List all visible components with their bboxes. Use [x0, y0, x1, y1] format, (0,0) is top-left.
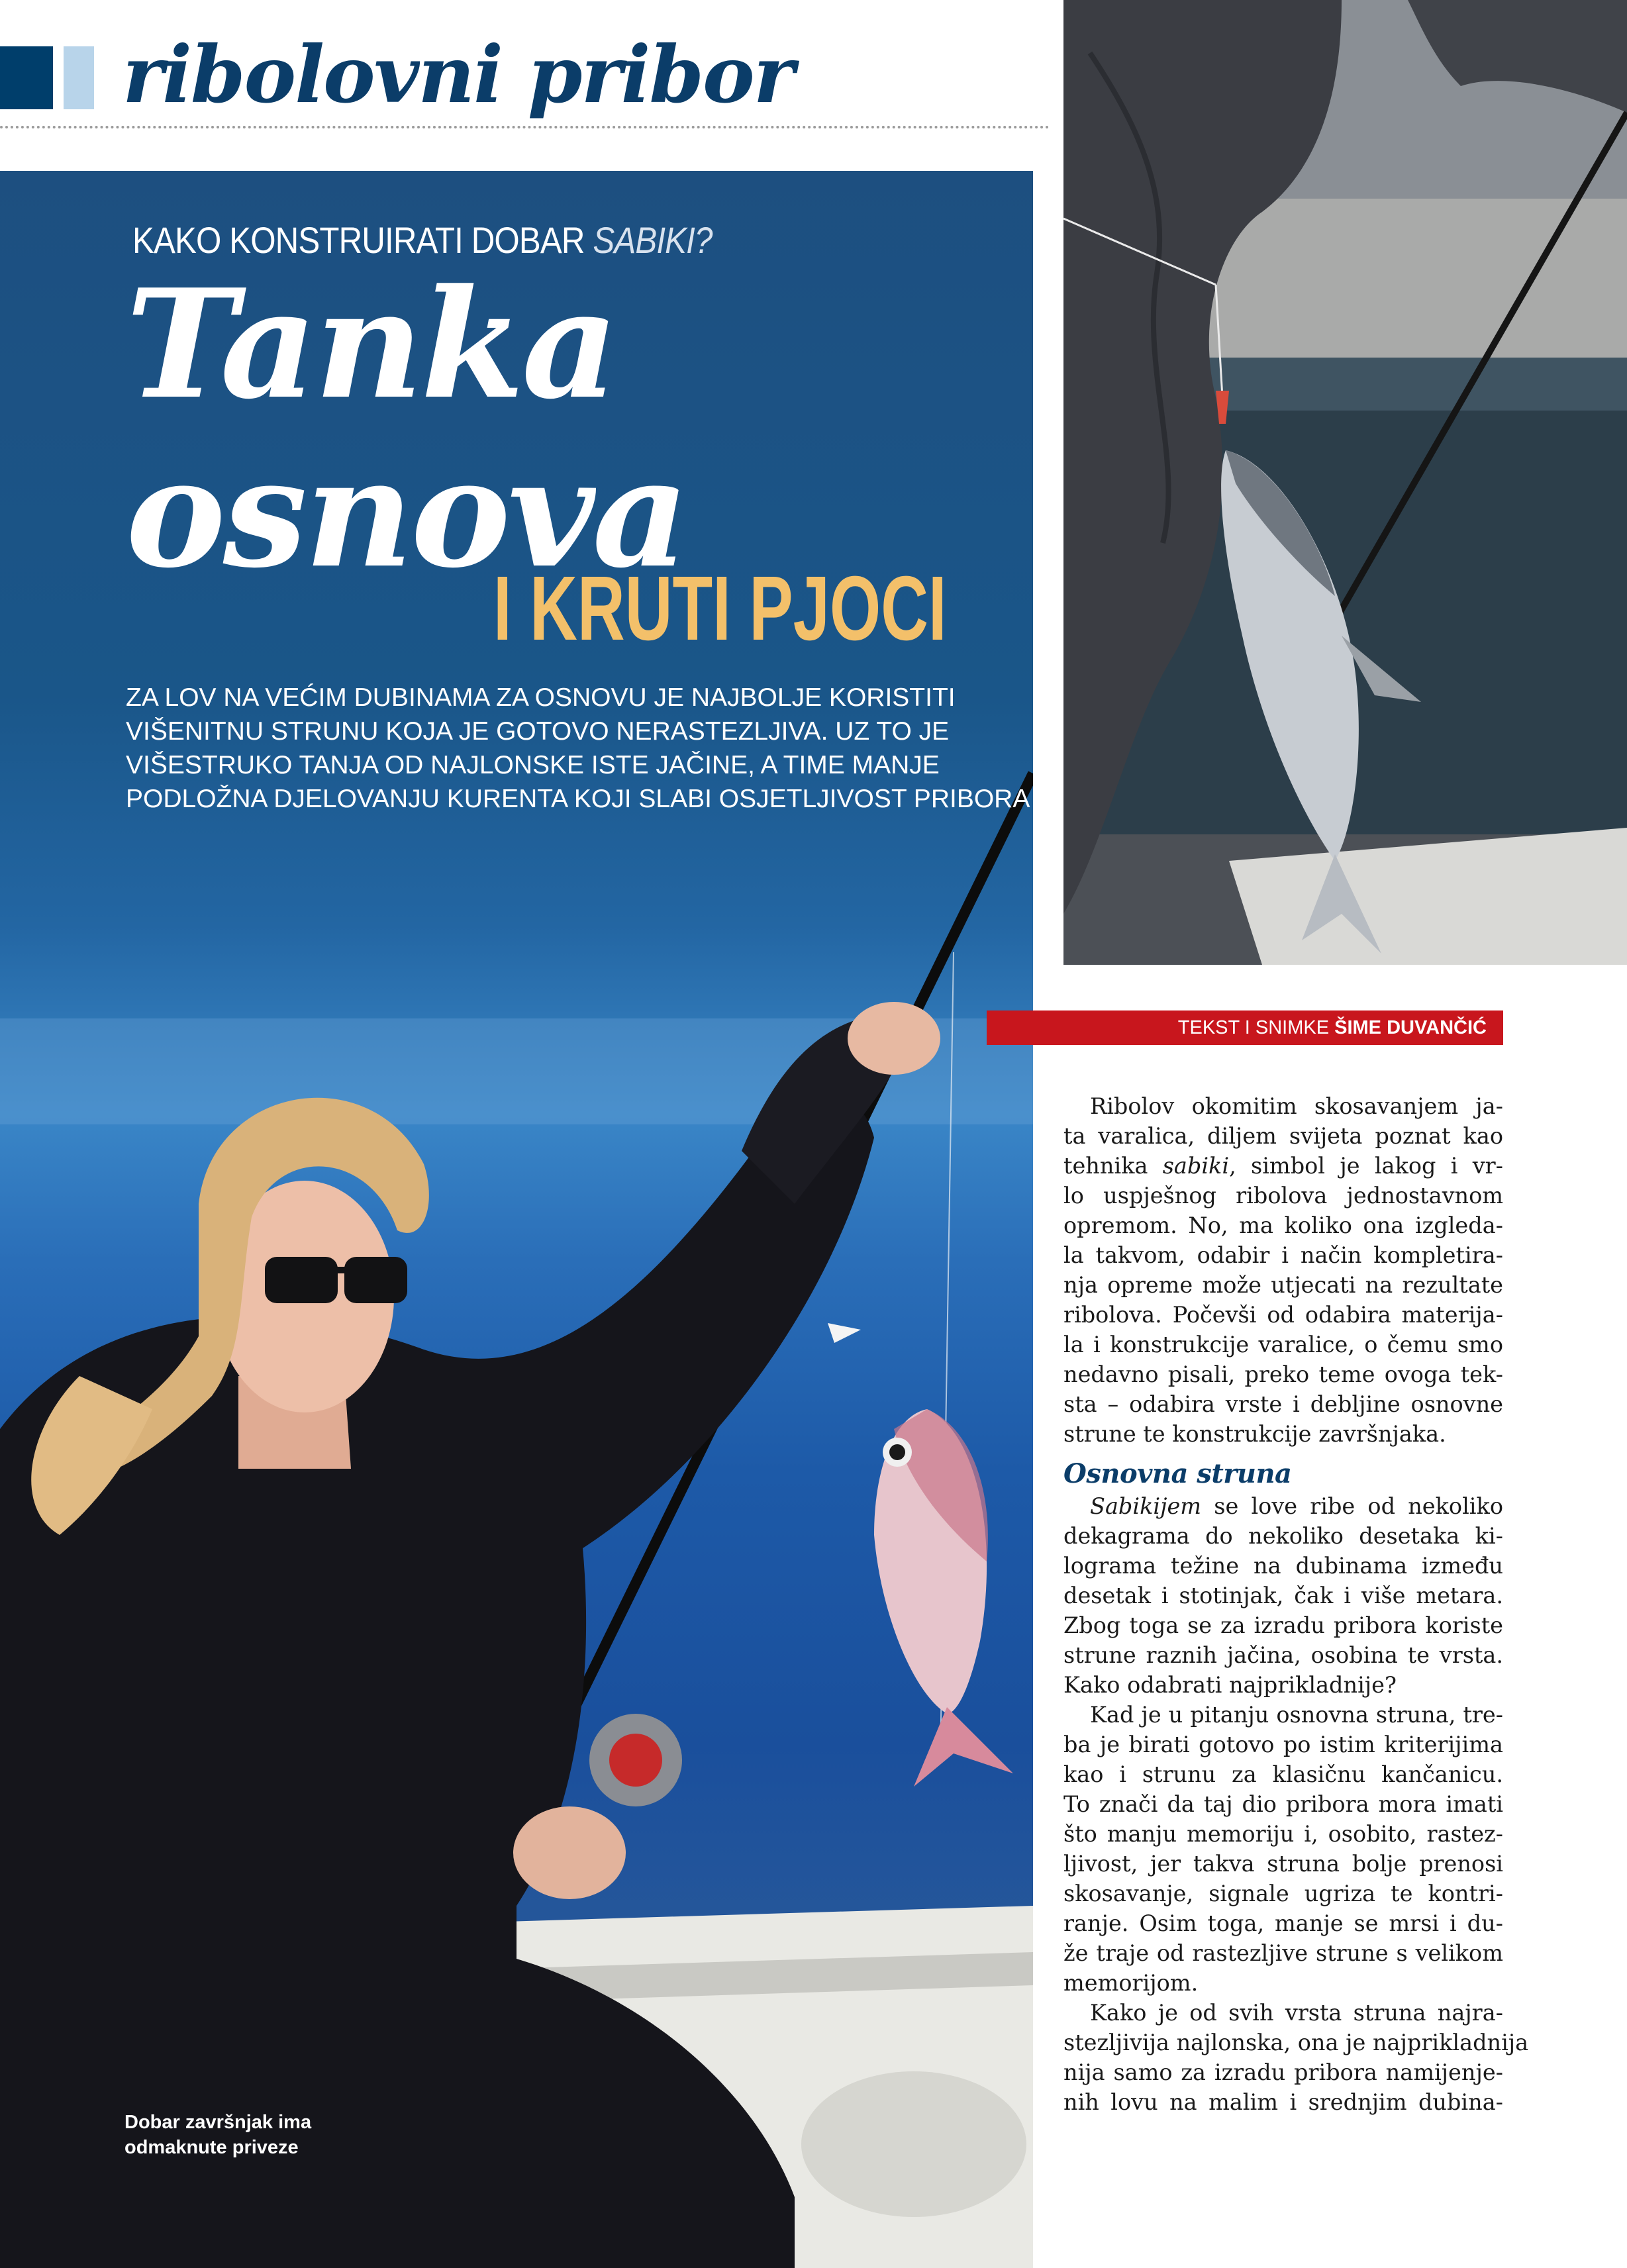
article-lead: [126, 681, 1030, 816]
body-text: , simbol je lakog i vr-: [1229, 1153, 1503, 1179]
photo-caption: [124, 2110, 311, 2160]
body-line: sta – odabira vrste i debljine osnovne: [1063, 1391, 1503, 1417]
body-line: ribolova. Počevši od odabira materija-: [1063, 1302, 1503, 1328]
body-line: stezljivija najlonska, ona je najprikladnija: [1063, 2030, 1529, 2055]
kicker-text: KAKO KONSTRUIRATI DOBAR: [132, 219, 593, 261]
body-line: la takvom, odabir i način kompletira-: [1063, 1242, 1503, 1268]
caption-line: odmaknute priveze: [124, 2137, 299, 2158]
body-text: se love ribe od nekoliko: [1201, 1493, 1503, 1519]
body-line: že traje od rastezljive strune s velikom: [1063, 1940, 1503, 1966]
hero-panel: [0, 171, 1033, 2268]
body-line: lo uspješnog ribolova jednostavnom: [1063, 1183, 1503, 1208]
secondary-photo-graphic: [1063, 0, 1627, 965]
byline-prefix: TEKST I SNIMKE: [1177, 1017, 1335, 1038]
body-line: la i konstrukcije varalice, o čemu smo: [1063, 1332, 1503, 1357]
body-line: lograma težine na dubinama između: [1063, 1553, 1503, 1579]
body-line: nija samo za izradu pribora namijenje-: [1063, 2059, 1503, 2085]
section-marker-dark: [0, 46, 53, 109]
body-line: nih lovu na malim i srednjim dubina-: [1063, 2089, 1503, 2115]
body-line: desetak i stotinjak, čak i više metara.: [1063, 1583, 1503, 1608]
body-line: Kad je u pitanju osnovna struna, tre-: [1090, 1702, 1503, 1728]
body-line: opremom. No, ma koliko ona izgleda-: [1063, 1212, 1503, 1238]
article-kicker: [132, 219, 712, 262]
body-text: tehnika: [1063, 1153, 1163, 1179]
section-divider: [0, 126, 1050, 128]
headline-line-3: I KRUTI PJOCI: [493, 558, 947, 660]
lead-line: VIŠESTRUKO TANJA OD NAJLONSKE ISTE JAČINE, A TIME MANJE: [126, 751, 940, 779]
body-line: Kako odabrati najprikladnije?: [1063, 1672, 1397, 1698]
body-emphasis: Sabikijem: [1090, 1493, 1202, 1519]
body-line: što manju memoriju i, osobito, rastez-: [1063, 1821, 1503, 1847]
body-line: ranje. Osim toga, manje se mrsi i du-: [1063, 1910, 1503, 1936]
body-line: [1063, 1151, 1503, 1181]
body-line: ljivost, jer takva struna bolje prenosi: [1063, 1851, 1503, 1877]
byline-author: ŠIME DUVANČIĆ: [1334, 1017, 1487, 1038]
article-body: [1063, 1091, 1529, 2117]
body-line: memorijom.: [1063, 1970, 1199, 1996]
secondary-photo-fish-on-line: [1063, 0, 1627, 965]
body-line: Zbog toga se za izradu pribora koriste: [1063, 1612, 1503, 1638]
byline-bar: [987, 1011, 1503, 1045]
body-line: nedavno pisali, preko teme ovoga tek-: [1063, 1361, 1503, 1387]
body-line: [1063, 1491, 1503, 1521]
body-line: ta varalica, diljem svijeta poznat kao: [1063, 1123, 1503, 1149]
lead-line: ZA LOV NA VEĆIM DUBINAMA ZA OSNOVU JE NAJBOLJE KORISTITI: [126, 683, 956, 712]
lead-line: VIŠENITNU STRUNU KOJA JE GOTOVO NERASTEZLJIVA. UZ TO JE: [126, 717, 950, 746]
body-line: To znači da taj dio pribora mora imati: [1063, 1791, 1503, 1817]
body-line: strune raznih jačina, osobina te vrsta.: [1063, 1642, 1503, 1668]
body-emphasis: sabiki: [1162, 1153, 1230, 1179]
body-line: Kako je od svih vrsta struna najra-: [1090, 2000, 1503, 2026]
body-line: ba je birati gotovo po istim kriterijima: [1063, 1732, 1503, 1757]
caption-line: Dobar završnjak ima: [124, 2112, 312, 2133]
body-line: dekagrama do nekoliko desetaka ki-: [1063, 1523, 1503, 1549]
body-line: skosavanje, signale ugriza te kontri-: [1063, 1881, 1503, 1906]
body-line: nja opreme može utjecati na rezultate: [1063, 1272, 1503, 1298]
section-marker-light: [64, 46, 94, 109]
headline-line-1: Tanka: [126, 257, 616, 432]
lead-line: PODLOŽNA DJELOVANJU KURENTA KOJI SLABI OSJETLJIVOST PRIBORA: [126, 785, 1030, 813]
headline-line-2: osnova: [126, 426, 687, 601]
body-line: strune te konstrukcije završnjaka.: [1063, 1421, 1446, 1447]
body-line: Ribolov okomitim skosavanjem ja-: [1090, 1093, 1503, 1119]
kicker-italic: SABIKI?: [593, 219, 713, 261]
body-line: kao i strunu za klasičnu kančanicu.: [1063, 1761, 1503, 1787]
article-subheading: Osnovna struna: [1063, 1458, 1292, 1489]
section-title: ribolovni pribor: [123, 28, 793, 121]
